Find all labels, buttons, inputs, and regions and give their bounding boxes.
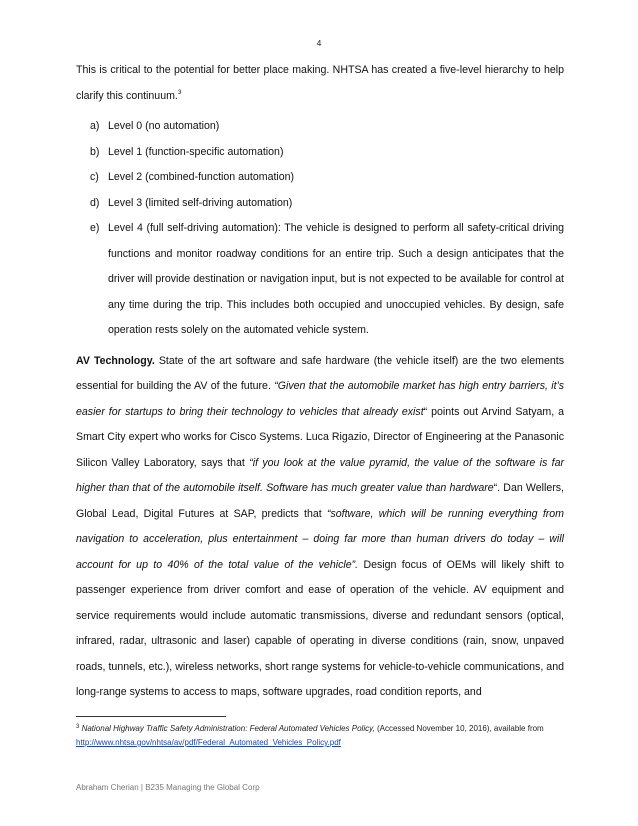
footnote [76, 722, 566, 750]
body-text [76, 58, 564, 706]
list-marker: d) [90, 196, 100, 209]
section-heading: AV Technology. [76, 354, 155, 367]
list-item-text: Level 4 (full self-driving automation): The vehicle is designed to perform all safety-critical driving functions and monitor roadway conditions for an entire trip. Such a design anticipates that the driver will provide destination or navigation input, but is not expected to be available for control at any time during the trip. This includes both occupied and unoccupied vehicles. By design, safe operation rests solely on the automated vehicle system. [108, 222, 564, 336]
footnote-separator [76, 716, 226, 717]
page-footer: Abraham Cherian | B235 Managing the Global Corp [76, 783, 260, 792]
footnote-accessed: (Accessed November 10, 2016), available from [374, 724, 544, 733]
list-marker: e) [90, 222, 100, 234]
av-technology-paragraph [76, 349, 564, 706]
list-item [76, 114, 564, 140]
list-marker: a) [90, 120, 100, 132]
page-number: 4 [316, 38, 322, 48]
quote-wellers: “software, which will be running everything from navigation to acceleration, plus entertainment – doing far more than human drivers do today – will account for up to 40% of the total value of the vehicle”. [76, 507, 565, 571]
list-item-text: Level 3 (limited self-driving automation) [108, 196, 293, 209]
list-marker: c) [90, 171, 99, 183]
list-item-text: Level 2 (combined-function automation) [108, 171, 295, 183]
intro-text: This is critical to the potential for better place making. NHTSA has created a five-level hierarchy to help clarify this continuum. [76, 64, 564, 102]
quote-rigazio: “if you look at the value pyramid, the value of the software is far higher than that of the automobile itself. Software has much greater value than hardware [76, 456, 564, 494]
text-run: “. Dan Wellers, Global Lead, Digital Futures at SAP, predicts that [76, 482, 564, 520]
list-marker: b) [90, 145, 100, 158]
footnote-title: National Highway Traffic Safety Administration: Federal Automated Vehicles Policy, [81, 724, 375, 733]
intro-paragraph [76, 58, 564, 109]
list-item [76, 191, 564, 217]
text-run: Design focus of OEMs will likely shift to passenger experience from driver comfort and ease of operation of the vehicle. AV equipment and service requirements would include automatic transmissions, diverse and redundant sensors (optical, infrared, radar, ultrasonic and laser) capable of operating in diverse conditions (rain, snow, unpaved roads, tunnels, etc.), wireless networks, short range systems for vehicle-to-vehicle communications, and long-range systems to access to maps, software upgrades, road condition reports, and [76, 558, 564, 698]
footnote-reference[interactable]: 3 [177, 88, 182, 96]
text-run: State of the art software and safe hardware (the vehicle itself) are the two elements essential for building the AV of the future. [76, 354, 564, 392]
footnote-mark: 3 [76, 724, 80, 730]
footnote-link[interactable]: http://www.nhtsa.gov/nhtsa/av/pdf/Federal_Automated_Vehicles_Policy.pdf [76, 738, 341, 747]
list-item [76, 140, 564, 166]
quote-satyam: “Given that the automobile market has high entry barriers, it’s easier for startups to bring their technology to vehicles that already exist [76, 380, 564, 418]
list-item-text: Level 1 (function-specific automation) [108, 145, 284, 158]
text-run: “ points out Arvind Satyam, a Smart City expert who works for Cisco Systems. Luca Rigazio, Director of Engineering at the Panasonic Silicon Valley Laboratory, says that [76, 405, 564, 469]
list-item [76, 216, 564, 344]
list-item-text: Level 0 (no automation) [108, 120, 220, 132]
list-item [76, 165, 564, 191]
automation-level-list [76, 114, 564, 344]
